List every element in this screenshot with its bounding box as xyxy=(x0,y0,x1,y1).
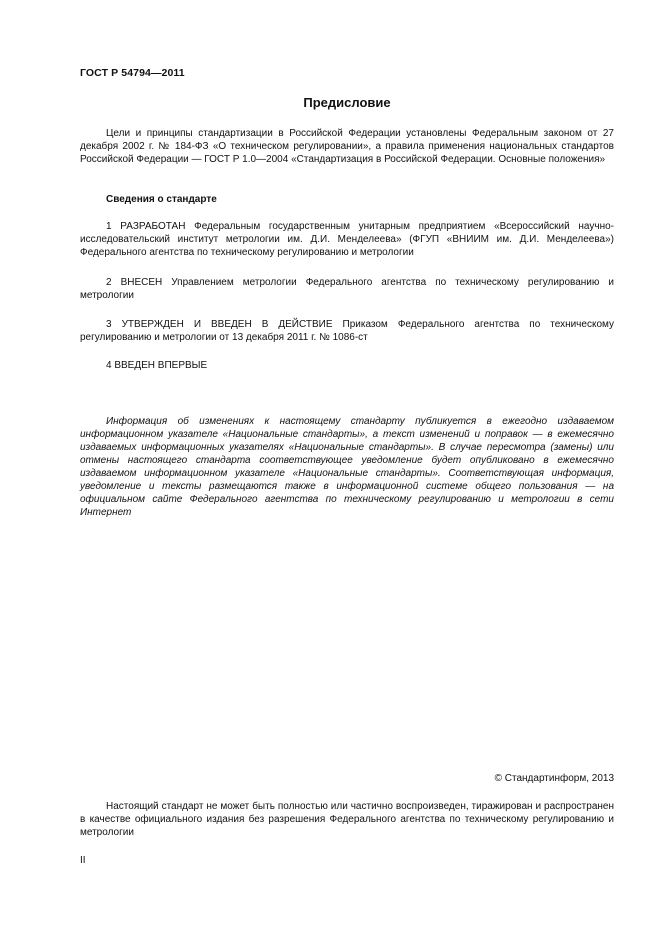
standard-item-2: 2 ВНЕСЕН Управлением метрологии Федерального агентства по техническому регулированию и метрологии xyxy=(80,277,614,301)
page-number: II xyxy=(80,855,86,866)
standard-item-3: 3 УТВЕРЖДЕН И ВВЕДЕН В ДЕЙСТВИЕ Приказом Федерального агентства по техническому регулированию и метрологии от 13 декабря 2011 г. № 1086-ст xyxy=(80,319,614,343)
standard-item-4: 4 ВВЕДЕН ВПЕРВЫЕ xyxy=(106,360,208,371)
document-code: ГОСТ Р 54794—2011 xyxy=(80,67,185,79)
preface-title: Предисловие xyxy=(303,95,391,110)
changes-info: Информация об изменениях к настоящему стандарту публикуется в ежегодно издаваемом информационном указателе «Национальные стандарты», а текст изменений и поправок — в ежемесячно издаваемых информационных указателях «Национальные стандарты». В случае пересмотра (замены) или отмены настоящего стандарта соответствующее уведомление будет опубликовано в ежемесячно издаваемом информационном указателе «Национальные стандарты». Соответствующая информация, уведомление и тексты размещаются также в информационной системе общего пользования — на официальном сайте Федерального агентства по техническому регулированию и метрологии в сети Интернет xyxy=(80,416,614,518)
reproduction-notice: Настоящий стандарт не может быть полностью или частично воспроизведен, тиражирован и распространен в качестве официального издания без разрешения Федерального агентства по техническому регулированию и метрологии xyxy=(80,801,614,838)
standard-info-heading: Сведения о стандарте xyxy=(106,194,217,205)
standard-item-1: 1 РАЗРАБОТАН Федеральным государственным унитарным предприятием «Всероссийский научно-исследовательский институт метрологии им. Д.И. Менделеева» (ФГУП «ВНИИМ им. Д.И. Менделеева») Федерального агентства по техническому регулированию и метрологии xyxy=(80,221,614,258)
copyright-line: © Стандартинформ, 2013 xyxy=(494,773,614,784)
preface-intro: Цели и принципы стандартизации в Российской Федерации установлены Федеральным законом от 27 декабря 2002 г. № 184-ФЗ «О техническом регулировании», а правила применения национальных стандартов Российской Федерации — ГОСТ Р 1.0—2004 «Стандартизация в Российской Федерации. Основные положения» xyxy=(80,128,614,165)
